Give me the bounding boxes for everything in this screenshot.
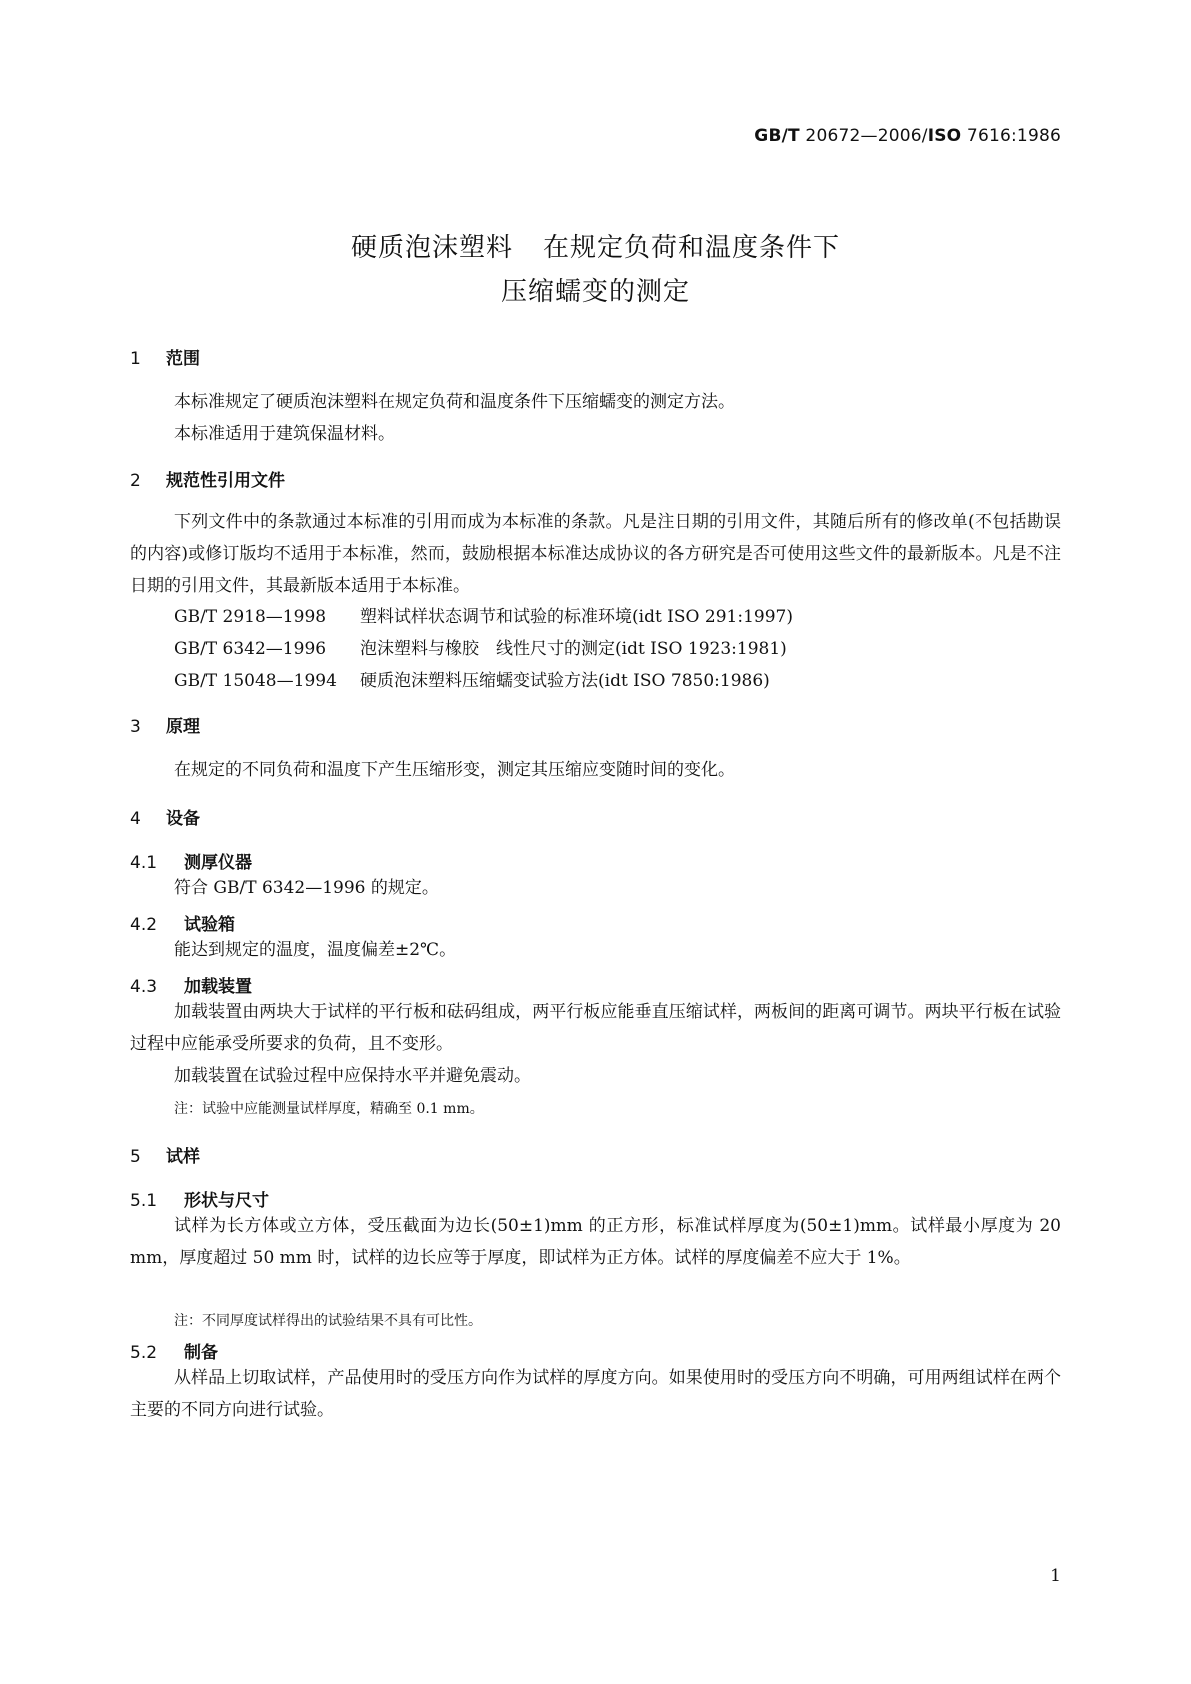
section-1-paragraph-2: 本标准适用于建筑保温材料。 bbox=[174, 424, 395, 444]
section-number: 4 bbox=[130, 809, 141, 829]
reference-code: GB/T 15048—1994 bbox=[174, 671, 337, 691]
subsection-4-2-heading bbox=[130, 910, 235, 935]
reference-code: GB/T 6342—1996 bbox=[174, 639, 327, 659]
section-title: 原理 bbox=[166, 717, 200, 737]
section-2-paragraph-1: 下列文件中的条款通过本标准的引用而成为本标准的条款。凡是注日期的引用文件，其随后所有的修改单(不包括勘误的内容)或修订版均不适用于本标准，然而，鼓励根据本标准达成协议的各方研究是否可使用这些文件的最新版本。凡是不注日期的引用文件，其最新版本适用于本标准。 bbox=[130, 512, 1061, 596]
reference-item bbox=[174, 634, 787, 659]
subsection-4-3-paragraph-2: 加载装置在试验过程中应保持水平并避免震动。 bbox=[174, 1066, 531, 1086]
section-title: 范围 bbox=[166, 349, 200, 369]
section-number: 3 bbox=[130, 717, 141, 737]
section-5-heading bbox=[130, 1142, 200, 1167]
title-line-1 bbox=[0, 226, 1191, 270]
subsection-number: 4.1 bbox=[130, 853, 158, 873]
subsection-4-1-heading bbox=[130, 848, 252, 873]
subsection-number: 5.1 bbox=[130, 1191, 158, 1211]
section-number: 2 bbox=[130, 471, 141, 491]
standard-number bbox=[754, 126, 1061, 146]
subsection-number: 4.2 bbox=[130, 915, 158, 935]
section-number: 1 bbox=[130, 349, 141, 369]
subsection-title: 形状与尺寸 bbox=[184, 1191, 269, 1211]
section-title: 设备 bbox=[166, 809, 200, 829]
title-part-a: 硬质泡沫塑料 bbox=[350, 233, 513, 263]
section-3-paragraph-1: 在规定的不同负荷和温度下产生压缩形变，测定其压缩应变随时间的变化。 bbox=[174, 760, 735, 780]
note-4-3: 注：试验中应能测量试样厚度，精确至 0.1 mm。 bbox=[174, 1101, 484, 1117]
subsection-title: 测厚仪器 bbox=[184, 853, 252, 873]
reference-title: 塑料试样状态调节和试验的标准环境(idt ISO 291:1997) bbox=[360, 607, 793, 627]
subsection-number: 5.2 bbox=[130, 1343, 158, 1363]
iso-number-text: 7616:1986 bbox=[961, 126, 1061, 146]
page-number: 1 bbox=[1050, 1566, 1061, 1586]
subsection-title: 加载装置 bbox=[184, 977, 252, 997]
title-line-2: 压缩蠕变的测定 bbox=[500, 277, 690, 307]
section-1-paragraph-1: 本标准规定了硬质泡沫塑料在规定负荷和温度条件下压缩蠕变的测定方法。 bbox=[174, 392, 735, 412]
title-part-b: 在规定负荷和温度条件下 bbox=[543, 233, 841, 263]
reference-code: GB/T 2918—1998 bbox=[174, 607, 327, 627]
subsection-5-1-heading bbox=[130, 1186, 269, 1211]
section-3-heading bbox=[130, 712, 200, 737]
note-5-1: 注：不同厚度试样得出的试验结果不具有可比性。 bbox=[174, 1313, 482, 1329]
subsection-title: 制备 bbox=[184, 1343, 218, 1363]
section-2-heading bbox=[130, 466, 285, 491]
section-4-heading bbox=[130, 804, 200, 829]
std-number-text: 20672—2006/ bbox=[799, 126, 928, 146]
section-number: 5 bbox=[130, 1147, 141, 1167]
subsection-4-3-heading bbox=[130, 972, 252, 997]
document-title bbox=[0, 226, 1191, 314]
section-1-heading bbox=[130, 344, 200, 369]
subsection-4-1-paragraph: 符合 GB/T 6342—1996 的规定。 bbox=[174, 878, 439, 898]
subsection-5-2-paragraph: 从样品上切取试样，产品使用时的受压方向作为试样的厚度方向。如果使用时的受压方向不明确，可用两组试样在两个主要的不同方向进行试验。 bbox=[130, 1368, 1061, 1420]
subsection-5-1-paragraph: 试样为长方体或立方体，受压截面为边长(50±1)mm 的正方形，标准试样厚度为(50±1)mm。试样最小厚度为 20 mm，厚度超过 50 mm 时，试样的边长应等于厚度，即试样为正方体。试样的厚度偏差不应大于 1%。 bbox=[130, 1216, 1061, 1268]
std-prefix: GB/T bbox=[754, 126, 800, 146]
reference-item bbox=[174, 602, 793, 627]
subsection-title: 试验箱 bbox=[184, 915, 235, 935]
subsection-5-2-heading bbox=[130, 1338, 218, 1363]
subsection-number: 4.3 bbox=[130, 977, 158, 997]
subsection-4-3-paragraph-1: 加载装置由两块大于试样的平行板和砝码组成，两平行板应能垂直压缩试样，两板间的距离可调节。两块平行板在试验过程中应能承受所要求的负荷，且不变形。 bbox=[130, 1002, 1061, 1054]
iso-prefix: ISO bbox=[927, 126, 962, 146]
reference-item bbox=[174, 666, 770, 691]
subsection-4-2-paragraph: 能达到规定的温度，温度偏差±2℃。 bbox=[174, 940, 457, 960]
reference-title: 泡沫塑料与橡胶 线性尺寸的测定(idt ISO 1923:1981) bbox=[360, 639, 787, 659]
reference-title: 硬质泡沫塑料压缩蠕变试验方法(idt ISO 7850:1986) bbox=[360, 671, 770, 691]
section-title: 试样 bbox=[166, 1147, 200, 1167]
section-title: 规范性引用文件 bbox=[166, 471, 285, 491]
